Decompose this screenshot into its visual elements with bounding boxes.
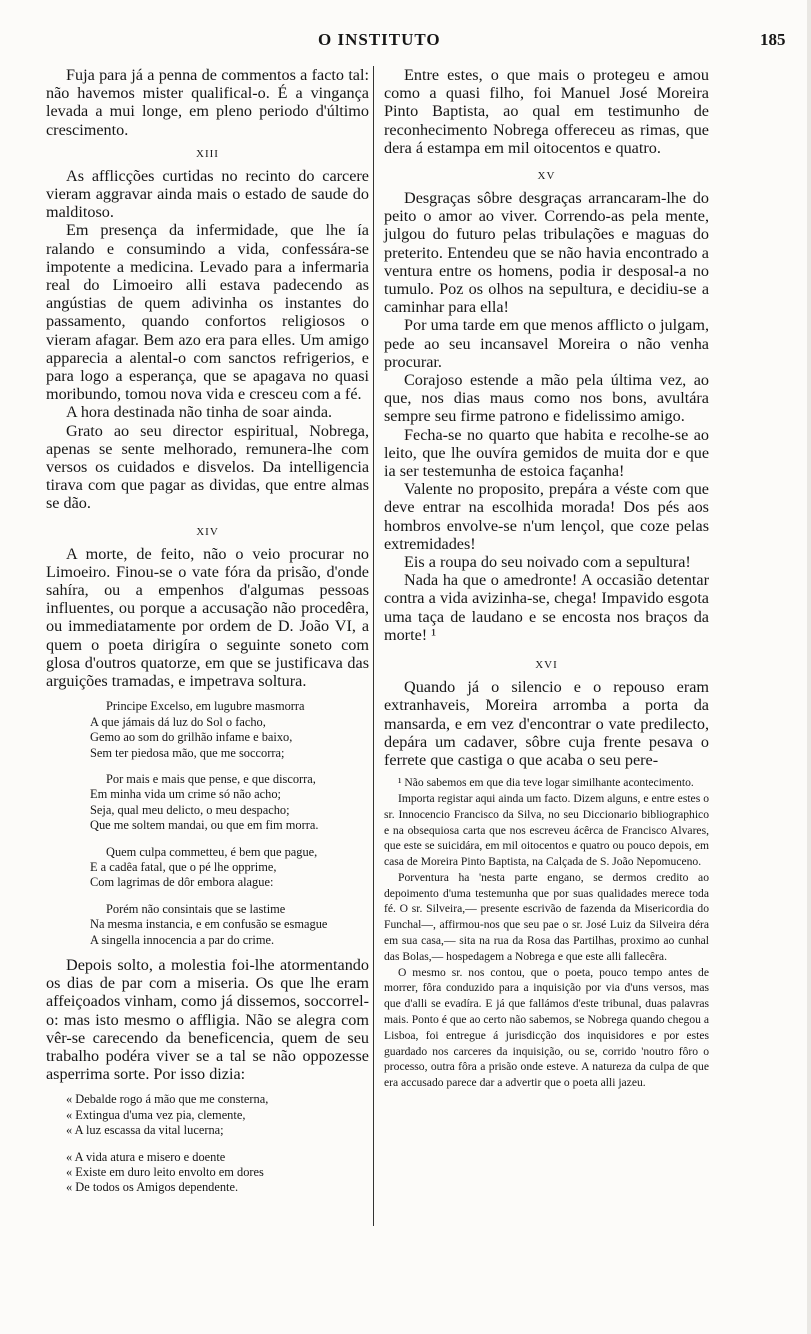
right-column: [384, 66, 709, 1091]
verse-line: « Debalde rogo á mão que me consterna,: [66, 1092, 269, 1107]
paragraph: Eis a roupa do seu noivado com a sepultura!: [404, 553, 691, 572]
verse-line: Em minha vida um crime só não acho;: [90, 787, 281, 802]
verse-line: A que jámais dá luz do Sol o facho,: [90, 714, 266, 729]
paragraph: A morte, de feito, não o veio procurar no Limoeiro. Finou-se o vate fóra da prisão, d'onde sahíra, ou a empenhos d'algumas pessoas influentes, ou porque a accusação não procedêra, ou immediatamente por ordem de D. João VI, a quem o poeta dirigíra o seguinte soneto com glosa d'outros quatorze, em que se justificava das arguições tramadas, e impetrava soltura.: [46, 544, 369, 691]
paragraph: Grato ao seu director espiritual, Nobrega, apenas se sente melhorado, remunera-lhe com versos os cuidados e disvelos. Da intelligencia tirava com que pagar as dividas, que entre almas se dão.: [46, 421, 369, 513]
left-column: [46, 66, 369, 1204]
section-heading-xiii: XIII: [196, 147, 219, 160]
verse-line: A singella innocencia a par do crime.: [90, 932, 275, 947]
verse-line: « A vida atura e misero e doente: [66, 1149, 226, 1164]
verse-line: Quem culpa commetteu, é bem que pague,: [106, 844, 318, 859]
paragraph: As afflicções curtidas no recinto do carcere vieram aggravar ainda mais o estado de saude do malditoso.: [46, 166, 369, 222]
sonnet-stanza: [90, 902, 369, 948]
verse-line: « Existe em duro leito envolto em dores: [66, 1165, 264, 1180]
paragraph: A hora destinada não tinha de soar ainda.: [66, 403, 333, 422]
verse-line: Por mais e mais que pense, e que discorra,: [106, 771, 316, 786]
verse-line: « A luz escassa da vital lucerna;: [66, 1123, 224, 1138]
verse-stanza: [66, 1092, 369, 1138]
journal-title: O INSTITUTO: [318, 30, 441, 49]
paragraph: Entre estes, o que mais o protegeu e amou como a quasi filho, foi Manuel José Moreira Pinto Baptista, ao qual em testimunho de reconhecimento Nobrega offereceu as rimas, que dera á estampa em mil oitocentos e quatro.: [384, 66, 709, 157]
section-heading-xvi: XVI: [535, 659, 558, 672]
verse-line: Seja, qual meu delicto, o meu despacho;: [90, 802, 290, 817]
verse-stanza: [66, 1150, 369, 1196]
footnote: Porventura ha 'nesta parte engano, se dermos credito ao depoimento d'uma testemunha que por suas qualidades merece toda fé. O sr. Silveira,— presente escrivão de fazenda da Misericordia do Funchal—, affirmou-nos que seu pae o sr. José Luiz da Silveira déra em sua casa,— sita na rua da Rosa das Partilhas, proximo ao cunhal das Bolas,— hospedagem a Nobrega e que este alli fallecêra.: [384, 870, 709, 963]
sonnet: [90, 699, 369, 948]
verse-line: Que me soltem mandai, ou que em fim morra.: [90, 818, 319, 833]
column-divider: [373, 66, 374, 1226]
verse-line: Principe Excelso, em lugubre masmorra: [106, 699, 305, 714]
paragraph: Desgraças sôbre desgraças arrancaram-lhe do peito o amor ao viver. Correndo-as pela mente, julgou do futuro pelas tribulações e maguas do preterito. Entendeu que se não havia encontrado a ventura entre os homens, podia ir desposal-a no tumulo. Poz os olhos na sepultura, e decidiu-se a caminhar para ella!: [384, 189, 709, 317]
verse-line: Gemo ao som do grilhão infame e baixo,: [90, 730, 293, 745]
paragraph: Fuja para já a penna de commentos a facto tal: não havemos mister qualifical-o. É a vingança levada a mui longe, em pleno periodo d'último crescimento.: [46, 66, 369, 139]
page-edge-shadow: [807, 0, 811, 1334]
verse-line: « Extingua d'uma vez pia, clemente,: [66, 1107, 246, 1122]
sonnet-stanza: [90, 772, 369, 834]
footnote: ¹ Não sabemos em que dia teve logar similhante acontecimento.: [398, 776, 694, 790]
verse-line: Com lagrimas de dôr embora alague:: [90, 875, 274, 890]
sonnet-stanza: [90, 845, 369, 891]
page-number: 185: [760, 30, 786, 49]
verse-line: Porém não consintais que se lastime: [106, 901, 286, 916]
paragraph: Corajoso estende a mão pela última vez, ao que, nos dias maus como nos bons, avultára sempre seu firme patrono e fidelissimo amigo.: [384, 371, 709, 426]
paragraph: Quando já o silencio e o repouso eram extranhaveis, Moreira arromba a porta da mansarda, e em vez d'encontrar o vate predilecto, depára um cadaver, sôbre cuja frente pesava o ferrete que castiga o que acaba o seu pere-: [384, 678, 709, 769]
verse-line: E a cadêa fatal, que o pé lhe opprime,: [90, 859, 277, 874]
paragraph: Nada ha que o amedronte! A occasião detentar contra a vida avizinha-se, chega! Impavido esgota uma taça de laudano e se encosta nos braços da morte! ¹: [384, 571, 709, 644]
paragraph: Valente no proposito, prepára a véste com que deve entrar na escolhida morada! Dos pés aos hombros envolve-se n'um lençol, que coze pelas extremidades!: [384, 480, 709, 553]
sonnet-stanza: [90, 699, 369, 761]
section-heading-xv: XV: [537, 170, 556, 183]
verse-line: « De todos os Amigos dependente.: [66, 1180, 239, 1195]
footnote: O mesmo sr. nos contou, que o poeta, pouco tempo antes de morrer, fôra conduzido para a inquisição por via d'uns versos, mas que d'alli se evadíra. E já que fallámos d'este tribunal, duas palavras mais. Ponto é que ao certo não sabemos, se Nobrega quando chegou a Lisboa, foi entregue á jurisdicção dos inquisidores e por estes guardado nos carceres da inquisição, ou se, corrido 'noutro fôro o processo, outra fôra a prisão onde esteve. A natureza da culpa de que era accusado parece dar a advertir que o poeta alli jazeu.: [384, 965, 709, 1090]
paragraph: Por uma tarde em que menos afflicto o julgam, pede ao seu incansavel Moreira o não venha procurar.: [384, 316, 709, 371]
paragraph: Depois solto, a molestia foi-lhe atormentando os dias de par com a miseria. Os que lhe eram affeiçoados vinham, como já dissemos, soccorrel-o: mas isto mesmo o affligia. Não se alegra com vêr-se carecendo da beneficencia, quem de seu trabalho podéra viver se a tal se não oppozesse asperrima sorte. Por isso dizia:: [46, 955, 369, 1084]
verse-line: Na mesma instancia, e em confusão se esmague: [90, 917, 328, 932]
verse-line: Sem ter piedosa mão, que me soccorra;: [90, 745, 285, 760]
footnote: Importa registar aqui ainda um facto. Dizem alguns, e entre estes o sr. Innocencio Francisco da Silva, no seu Diccionario bibliographico e na obsequiosa carta que nos escreveu ácêrca de Francisco Alvares, que este se suicidára, em mil oitocentos e quatro ou pouco depois, em casa de Moreira Pinto Baptista, na Calçada de S. João Nepomuceno.: [384, 791, 709, 869]
quoted-verse: [66, 1092, 369, 1195]
running-header: [0, 30, 811, 56]
section-heading-xiv: XIV: [196, 525, 219, 538]
paragraph: Em presença da infermidade, que lhe ía ralando e consumindo a vida, confessára-se impotente a medicina. Levado para a infermaria real do Limoeiro alli estava padecendo as angústias de quem adivinha os instantes do passamento, quando confortos religiosos o vieram afagar. Bem azo era para elles. Um amigo apparecia a alental-o com sanctos refrigerios, e para logo a esperança, que se apagava no quasi moribundo, tomou nova vida e cresceu com a fé.: [46, 221, 369, 404]
paragraph: Fecha-se no quarto que habita e recolhe-se ao leito, que lhe ouvíra gemidos de muita dor e que ia ser testemunha de estoica façanha!: [384, 425, 709, 481]
